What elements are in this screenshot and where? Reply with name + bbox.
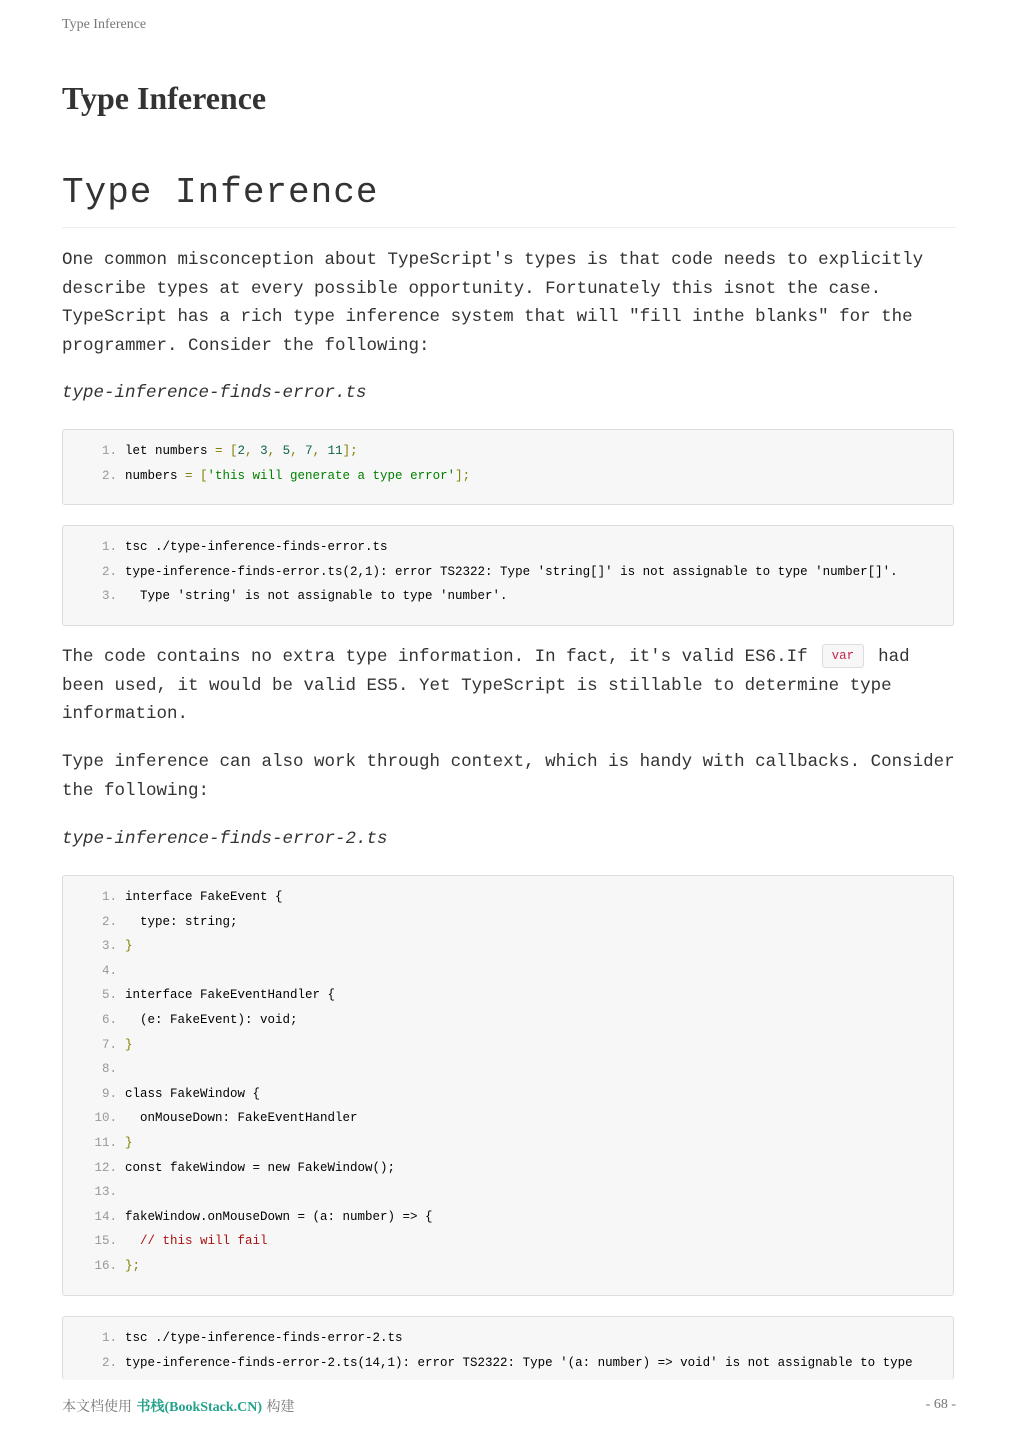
- code-line: 2. numbers = ['this will generate a type error'];: [63, 464, 953, 489]
- line-number: 10.: [94, 1111, 117, 1126]
- line-number: 3.: [101, 589, 117, 604]
- code-line: [63, 1180, 953, 1205]
- code-line: 1. interface FakeEvent {: [63, 885, 953, 910]
- line-number: 3.: [101, 939, 117, 954]
- code-line: 2. type-inference-finds-error.ts(2,1): error TS2322: Type 'string[]' is not assignable to type 'number[]'.: [63, 560, 953, 585]
- code-block-3: [62, 875, 954, 1296]
- code-line: 10. onMouseDown: FakeEventHandler: [63, 1106, 953, 1131]
- code-line: 1. let numbers = [2, 3, 5, 7, 11];: [63, 439, 953, 464]
- line-number: 7.: [101, 1037, 117, 1052]
- code-line: 2. type: string;: [63, 910, 953, 935]
- line-number: 2.: [101, 914, 117, 929]
- line-number: 1.: [101, 444, 117, 458]
- code-line: 6. (e: FakeEvent): void;: [63, 1008, 953, 1033]
- line-number: 6.: [101, 1012, 117, 1027]
- line-number: 1.: [101, 890, 117, 904]
- code-line: 16. };: [63, 1254, 953, 1279]
- code-line: 15. // this will fail: [63, 1229, 953, 1254]
- inline-code-var: var: [822, 644, 865, 668]
- code-line: 9. class FakeWindow {: [63, 1082, 953, 1107]
- chapter-heading: Type Inference: [62, 172, 956, 228]
- line-number: 2.: [101, 564, 117, 579]
- line-number: 14.: [94, 1209, 117, 1224]
- line-number: 1.: [101, 1331, 117, 1345]
- explanation-paragraph: The code contains no extra type information. In fact, it's valid ES6.If var had been used, it would be valid ES5. Yet TypeScript is stillable to determine type information.: [62, 643, 956, 729]
- code-line: 7. }: [63, 1033, 953, 1058]
- line-number: 2.: [101, 1355, 117, 1370]
- code-line: 1. tsc ./type-inference-finds-error-2.ts: [63, 1326, 953, 1351]
- code-line: 1. tsc ./type-inference-finds-error.ts: [63, 535, 953, 560]
- code-line: 3. Type 'string' is not assignable to type 'number'.: [63, 584, 953, 609]
- filename-caption-1: type-inference-finds-error.ts: [62, 383, 367, 403]
- code-line: [63, 959, 953, 984]
- page-number: - 68 -: [925, 1397, 956, 1412]
- code-line: 2. type-inference-finds-error-2.ts(14,1): error TS2322: Type '(a: number) => void' is not assignable to type: [63, 1351, 953, 1376]
- intro-paragraph: One common misconception about TypeScript's types is that code needs to explicitly describe types at every possible opportunity. Fortunately this isnot the case. TypeScript has a rich type inference system that will "fill inthe blanks" for the programmer. Consider the following:: [62, 250, 924, 356]
- code-line: 5. interface FakeEventHandler {: [63, 983, 953, 1008]
- line-number: 1.: [101, 540, 117, 554]
- line-number: 12.: [94, 1160, 117, 1175]
- code-line: [63, 1057, 953, 1082]
- line-number: 8.: [101, 1062, 117, 1077]
- bookstack-link[interactable]: 书栈(BookStack.CN): [136, 1400, 263, 1415]
- line-number: 11.: [94, 1135, 117, 1150]
- line-number: 16.: [94, 1258, 117, 1273]
- code-block-1: [62, 429, 954, 505]
- line-number: 15.: [94, 1234, 117, 1249]
- code-line: 3. }: [63, 934, 953, 959]
- running-header: Type Inference: [62, 17, 147, 32]
- code-line: 14. fakeWindow.onMouseDown = (a: number) => {: [63, 1205, 953, 1230]
- code-line: 11. }: [63, 1131, 953, 1156]
- code-block-2: [62, 525, 954, 626]
- code-block-4: [62, 1316, 954, 1380]
- line-number: 9.: [101, 1086, 117, 1101]
- line-number: 4.: [101, 963, 117, 978]
- footer-attribution: 本文档使用 书栈(BookStack.CN) 构建: [62, 1399, 295, 1415]
- context-paragraph: Type inference can also work through context, which is handy with callbacks. Consider the following:: [62, 752, 955, 801]
- filename-caption-2: type-inference-finds-error-2.ts: [62, 829, 388, 849]
- line-number: 5.: [101, 988, 117, 1003]
- code-line: 12. const fakeWindow = new FakeWindow();: [63, 1156, 953, 1181]
- page-title: Type Inference: [62, 80, 267, 116]
- line-number: 13.: [94, 1185, 117, 1200]
- line-number: 2.: [101, 468, 117, 483]
